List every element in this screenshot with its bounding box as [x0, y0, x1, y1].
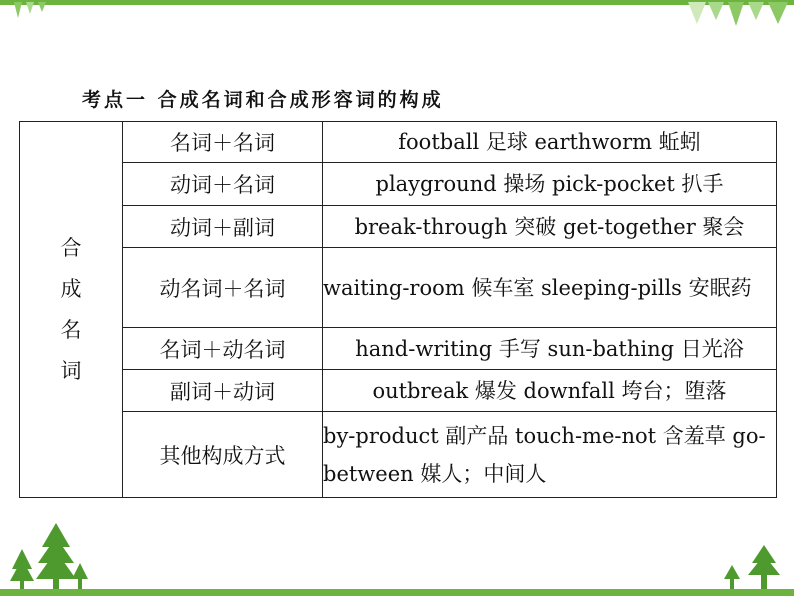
- formation-type-cell: 其他构成方式: [123, 412, 323, 498]
- example-cell: break-through 突破 get-together 聚会: [323, 206, 777, 248]
- group-label-char: 名: [60, 317, 82, 342]
- top-green-bar: [0, 0, 794, 5]
- section-heading: 考点一 合成名词和合成形容词的构成: [82, 89, 444, 111]
- leaf-decoration-icon: [684, 0, 794, 28]
- formation-type-cell: 动词＋名词: [123, 163, 323, 206]
- group-label-cell: [20, 122, 123, 498]
- formation-type-cell: 名词＋名词: [123, 122, 323, 163]
- example-cell: waiting-room 候车室 sleeping-pills 安眠药: [323, 248, 777, 328]
- compound-word-table: [19, 121, 777, 498]
- leaf-decoration-icon: [0, 0, 60, 20]
- table-row: [20, 122, 777, 163]
- pine-trees-icon: [718, 541, 788, 589]
- table-row: [20, 248, 777, 328]
- table-row: [20, 412, 777, 498]
- group-label-char: 合: [60, 235, 82, 260]
- pine-trees-icon: [8, 519, 88, 589]
- formation-type-cell: 动词＋副词: [123, 206, 323, 248]
- formation-type-cell: 名词＋动名词: [123, 328, 323, 370]
- table-row: [20, 163, 777, 206]
- group-label-char: 词: [60, 358, 82, 383]
- example-cell: hand-writing 手写 sun-bathing 日光浴: [323, 328, 777, 370]
- table-row: [20, 370, 777, 412]
- bottom-green-bar: [0, 589, 794, 596]
- example-cell: by-product 副产品 touch-me-not 含羞草 go-between 媒人；中间人: [323, 412, 777, 498]
- example-cell: outbreak 爆发 downfall 垮台；堕落: [323, 370, 777, 412]
- formation-type-cell: 副词＋动词: [123, 370, 323, 412]
- group-label-char: 成: [60, 276, 82, 301]
- table-row: [20, 206, 777, 248]
- formation-type-cell: 动名词＋名词: [123, 248, 323, 328]
- example-cell: playground 操场 pick-pocket 扒手: [323, 163, 777, 206]
- example-cell: football 足球 earthworm 蚯蚓: [323, 122, 777, 163]
- table-row: [20, 328, 777, 370]
